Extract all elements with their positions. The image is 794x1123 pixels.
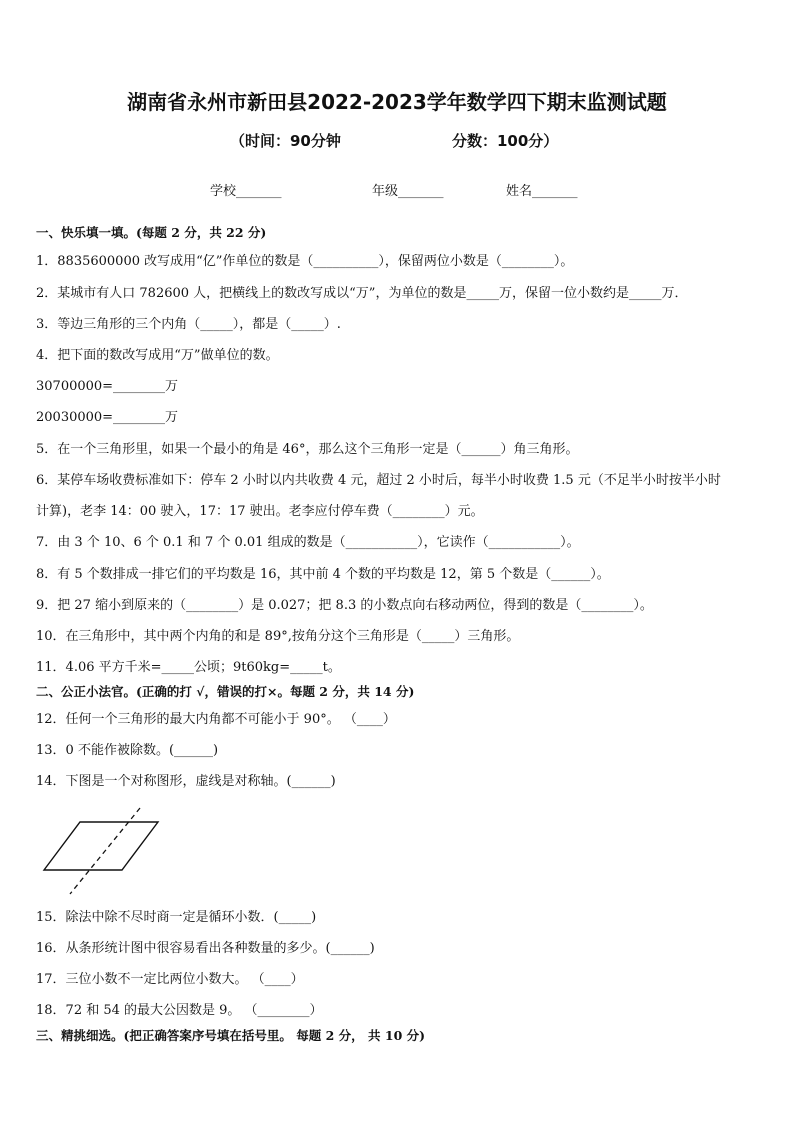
judgment-16: 16．从条形统计图中很容易看出各种数量的多少。(______) [36,941,375,956]
question-3: 3．等边三角形的三个内角（_____），都是（_____）. [36,317,341,332]
question-7: 7．由 3 个 10、6 个 0.1 和 7 个 0.01 组成的数是（___________），它读作（___________）。 [36,535,580,550]
question-5: 5．在一个三角形里，如果一个最小的角是 46°，那么这个三角形一定是（______）角三角形。 [36,442,579,457]
grade-field: 年级_______ [372,184,444,199]
judgment-15: 15．除法中除不尽时商一定是循环小数．(_____) [36,910,317,925]
question-4: 4．把下面的数改写成用“万”做单位的数。 [36,348,279,363]
judgment-13: 13．0 不能作被除数。(______) [36,743,219,758]
judgment-12: 12．任何一个三角形的最大内角都不可能小于 90°。 （____） [36,712,396,727]
judgment-17: 17．三位小数不一定比两位小数大。 （____） [36,972,304,987]
question-2: 2．某城市有人口 782600 人，把横线上的数改写成以“万”，为单位的数是_____万，保留一位小数约是_____万． [36,286,688,301]
question-4b: 20030000=________万 [36,410,179,425]
judgment-18: 18．72 和 54 的最大公因数是 9。 （________） [36,1003,323,1018]
exam-score: 分数：100分） [452,132,559,150]
question-11: 11．4.06 平方千米=_____公顷；9t60kg=_____t。 [36,660,341,675]
section-1-heading: 一、快乐填一填。(每题 2 分，共 22 分) [36,225,267,240]
parallelogram-figure [36,806,166,898]
school-field: 学校_______ [210,184,282,199]
question-6-line2: 计算)，老李 14：00 驶入，17：17 驶出。老李应付停车费（________）元。 [36,504,484,519]
exam-time: （时间：90分钟 [230,132,341,150]
name-field: 姓名_______ [506,184,578,199]
question-4a: 30700000=________万 [36,379,179,394]
question-8: 8．有 5 个数排成一排它们的平均数是 16，其中前 4 个数的平均数是 12，第 5 个数是（______）。 [36,567,610,582]
judgment-14: 14．下图是一个对称图形，虚线是对称轴。(______) [36,774,336,789]
section-3-heading: 三、精挑细选。(把正确答案序号填在括号里。 每题 2 分， 共 10 分) [36,1028,426,1043]
section-2-heading: 二、公正小法官。(正确的打 √，错误的打×。每题 2 分，共 14 分) [36,684,415,699]
symmetry-axis-dashed-line [70,808,140,894]
question-6-line1: 6．某停车场收费标准如下：停车 2 小时以内共收费 4 元，超过 2 小时后，每半小时收费 1.5 元（不足半小时按半小时 [36,473,721,488]
parallelogram-shape [44,822,158,870]
exam-title: 湖南省永州市新田县2022-2023学年数学四下期末监测试题 [127,90,667,114]
question-10: 10．在三角形中，其中两个内角的和是 89°,按角分这个三角形是（_____）三角形。 [36,629,520,644]
question-1: 1．8835600000 改写成用“亿”作单位的数是（__________），保留两位小数是（________）。 [36,254,574,269]
question-9: 9．把 27 缩小到原来的（________）是 0.027；把 8.3 的小数点向右移动两位，得到的数是（________）。 [36,598,653,613]
